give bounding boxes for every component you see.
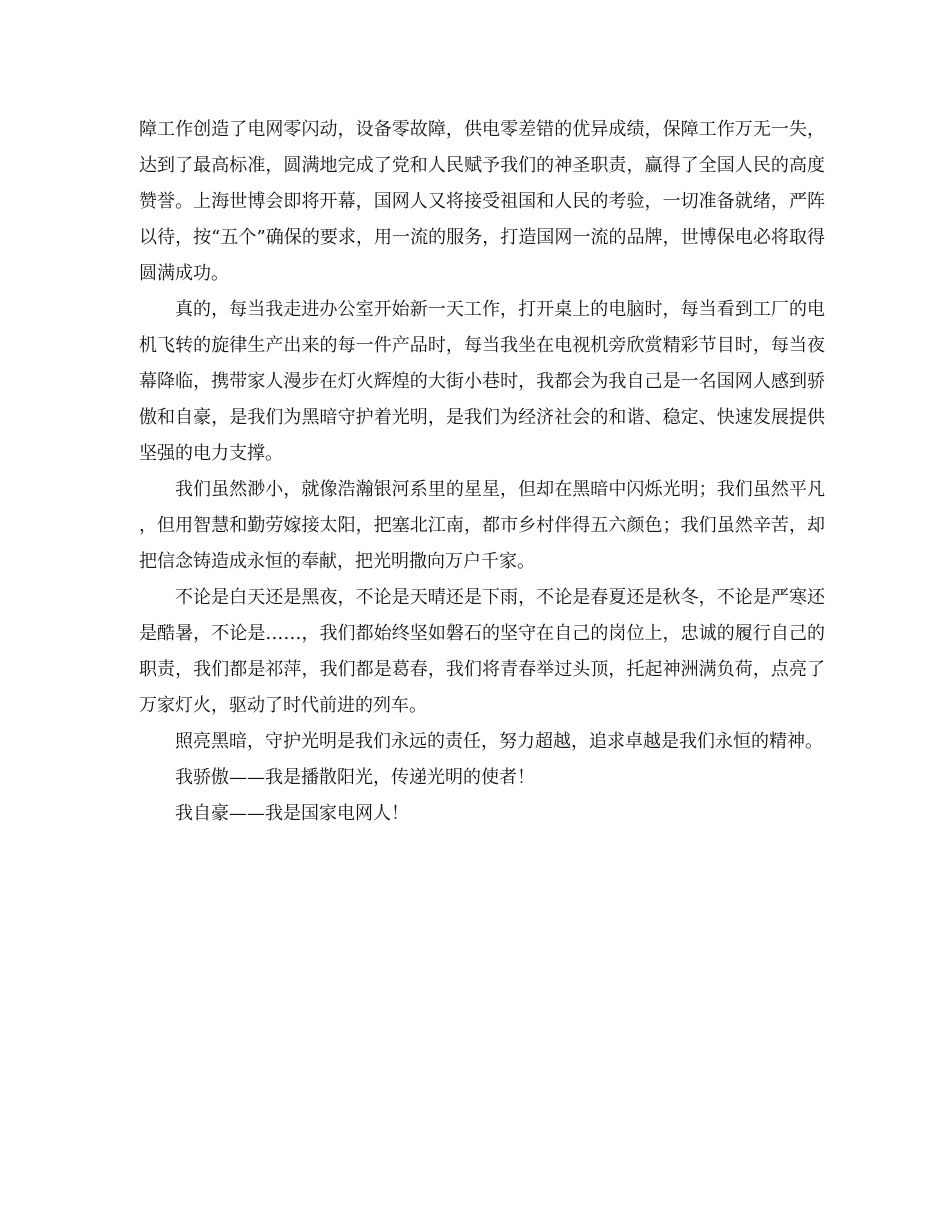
paragraph: 照亮黑暗，守护光明是我们永远的责任，努力超越，追求卓越是我们永恒的精神。 [175,731,823,752]
closing-line: 我骄傲——我是播散阳光，传递光明的使者！ [175,767,535,788]
document-body [139,112,825,832]
paragraph: 不论是白天还是黑夜，不论是天晴还是下雨，不论是春夏还是秋冬，不论是严寒还是酷暑，不论是……，我们都始终坚如磐石的坚守在自己的岗位上，忠诚的履行自己的职责，我们都是祁萍，我们都是葛春，我们将青春举过头顶，托起神洲满负荷，点亮了万家灯火，驱动了时代前进的列车。 [139,587,825,716]
closing-line: 我自豪——我是国家电网人！ [175,803,409,824]
paragraph-continuation: 障工作创造了电网零闪动，设备零故障，供电零差错的优异成绩，保障工作万无一失，达到了最高标准，圆满地完成了党和人民赋予我们的神圣职责，赢得了全国人民的高度赞誉。上海世博会即将开幕，国网人又将接受祖国和人民的考验，一切准备就绪，严阵以待，按“五个”确保的要求，用一流的服务，打造国网一流的品牌，世博保电必将取得圆满成功。 [139,119,825,284]
paragraph: 我们虽然渺小，就像浩瀚银河系里的星星，但却在黑暗中闪烁光明；我们虽然平凡，但用智慧和勤劳嫁接太阳，把塞北江南，都市乡村伴得五六颜色；我们虽然辛苦，却把信念铸造成永恒的奉献，把光明撒向万户千家。 [139,479,825,572]
paragraph: 真的，每当我走进办公室开始新一天工作，打开桌上的电脑时，每当看到工厂的电机飞转的旋律生产出来的每一件产品时，每当我坐在电视机旁欣赏精彩节目时，每当夜幕降临，携带家人漫步在灯火辉煌的大街小巷时，我都会为我自己是一名国网人感到骄傲和自豪，是我们为黑暗守护着光明，是我们为经济社会的和谐、稳定、快速发展提供坚强的电力支撑。 [139,299,825,464]
